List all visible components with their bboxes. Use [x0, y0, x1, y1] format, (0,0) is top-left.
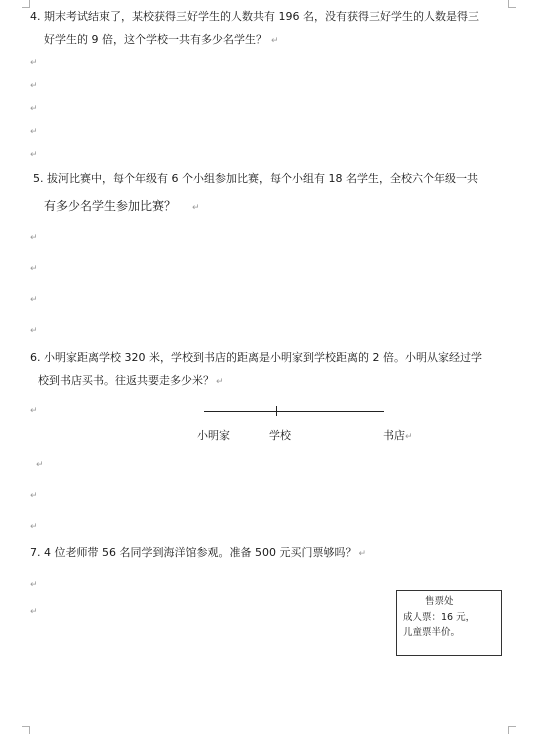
corner-mark-bottom-left	[22, 726, 30, 734]
paragraph-mark-icon: ↵	[30, 522, 38, 532]
paragraph-mark-icon: ↵	[36, 460, 44, 470]
paragraph-mark-icon: ↵	[30, 406, 38, 416]
paragraph-mark-icon: ↵	[30, 58, 38, 68]
bookstore-label: 书店↵	[383, 429, 413, 442]
paragraph-mark-icon: ↵	[30, 150, 38, 160]
problem-7-line-1: 7. 4 位老师带 56 名同学到海洋馆参观。准备 500 元买门票够吗？ ↵	[30, 546, 367, 559]
problem-6-line-2: 校到书店买书。往返共要走多少米？ ↵	[38, 374, 224, 387]
paragraph-mark-icon: ↵	[30, 295, 38, 305]
paragraph-mark-icon: ↵	[30, 81, 38, 91]
paragraph-mark-icon: ↵	[192, 203, 200, 213]
ticket-child-price: 儿童票半价。	[403, 627, 461, 638]
ticket-price-box	[396, 590, 502, 656]
paragraph-mark-icon: ↵	[216, 377, 224, 387]
paragraph-mark-icon: ↵	[271, 36, 279, 46]
paragraph-mark-icon: ↵	[30, 607, 38, 617]
ticket-adult-price: 成人票：16 元，	[403, 612, 476, 623]
home-label: 小明家	[197, 429, 230, 442]
problem-6-line-1: 6. 小明家距离学校 320 米，学校到书店的距离是小明家到学校距离的 2 倍。小明从家经过学	[30, 351, 482, 364]
problem-5-line-2: 有多少名学生参加比赛？ ↵	[44, 199, 200, 213]
paragraph-mark-icon: ↵	[30, 264, 38, 274]
ticket-box-title: 售票处	[425, 596, 454, 607]
paragraph-mark-icon: ↵	[30, 127, 38, 137]
school-tick	[276, 406, 277, 416]
corner-mark-top-right	[508, 0, 516, 8]
paragraph-mark-icon: ↵	[30, 233, 38, 243]
paragraph-mark-icon: ↵	[30, 104, 38, 114]
paragraph-mark-icon: ↵	[405, 432, 413, 442]
paragraph-mark-icon: ↵	[30, 491, 38, 501]
school-label: 学校	[269, 429, 291, 442]
distance-line	[204, 411, 384, 412]
paragraph-mark-icon: ↵	[358, 549, 367, 559]
paragraph-mark-icon: ↵	[30, 326, 38, 336]
corner-mark-bottom-right	[508, 726, 516, 734]
problem-5-line-1: 5. 拔河比赛中，每个年级有 6 个小组参加比赛，每个小组有 18 名学生，全校六个年级一共	[33, 172, 478, 185]
paragraph-mark-icon: ↵	[30, 580, 38, 590]
problem-4-line-2: 好学生的 9 倍，这个学校一共有多少名学生？ ↵	[44, 33, 279, 46]
corner-mark-top-left	[22, 0, 30, 8]
problem-4-line-1: 4. 期末考试结束了，某校获得三好学生的人数共有 196 名，没有获得三好学生的人数是得三	[30, 10, 479, 23]
